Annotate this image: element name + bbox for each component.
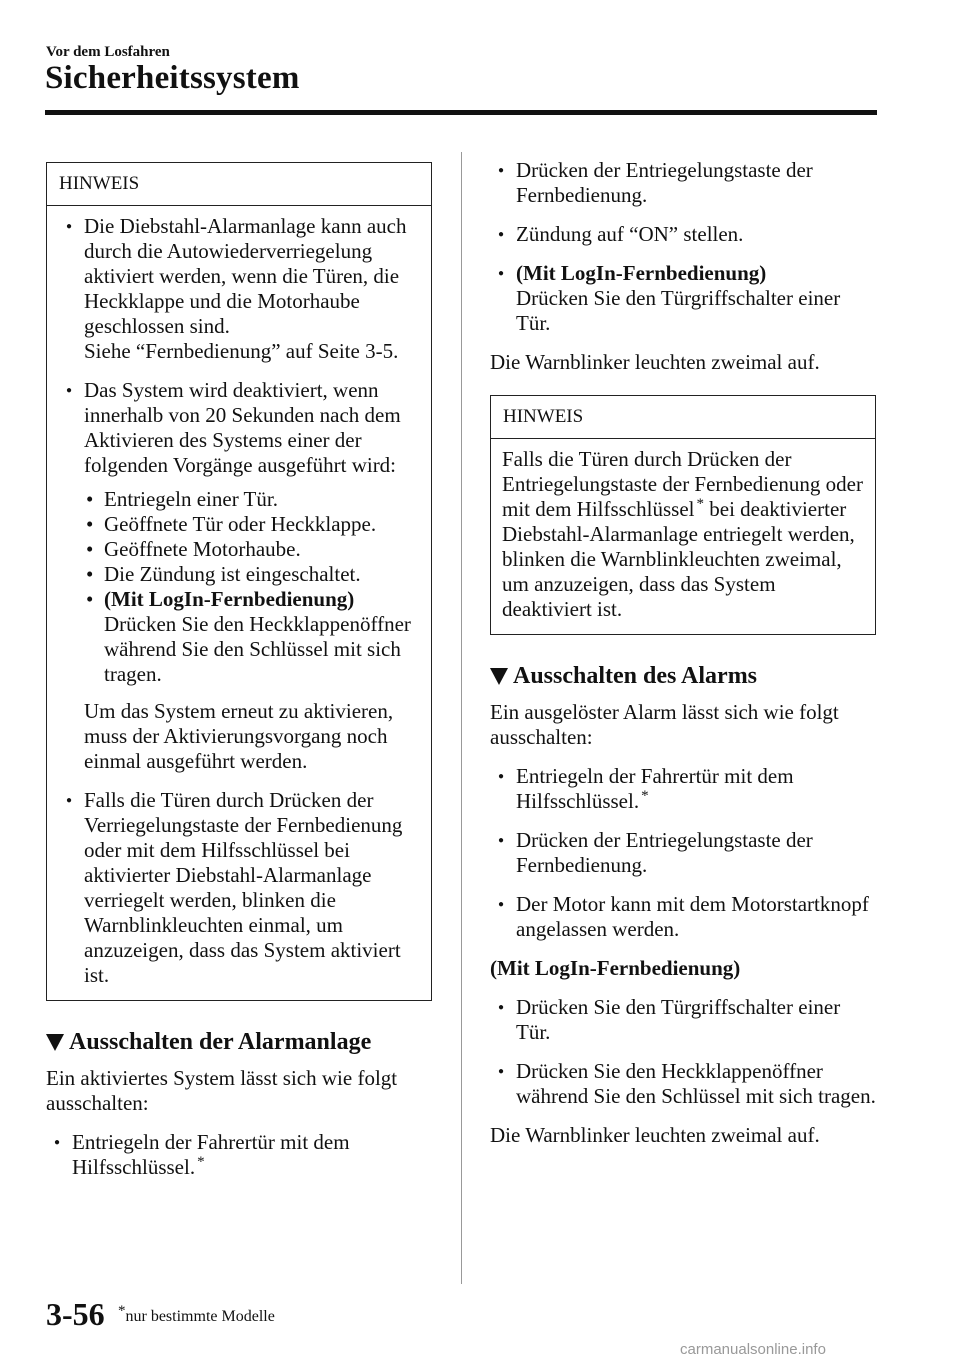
right-column — [490, 158, 876, 1148]
note-box — [46, 162, 432, 1001]
note-box — [490, 395, 876, 635]
section-heading-text: Ausschalten des Alarms — [513, 663, 758, 689]
sub-item: • Die Zündung ist eingeschaltet. — [84, 562, 420, 587]
right-item-text: Drücken Sie den Türgriffschalter einer Tür. — [516, 286, 841, 335]
section-list — [46, 1130, 432, 1180]
note-item — [58, 788, 420, 988]
section-item: ● Drücken der Entriegelungstaste der Fernbedienung. — [490, 828, 876, 878]
right-item: ● Drücken der Entriegelungstaste der Fernbedienung. — [490, 158, 876, 208]
triangle-icon — [46, 1034, 64, 1051]
sub-item: • Geöffnete Tür oder Heckklappe. — [84, 512, 420, 537]
asterisk-icon: * — [197, 1154, 205, 1170]
right-item: ● Zündung auf “ON” stellen. — [490, 222, 876, 247]
note-item-text: ● Falls die Türen durch Drücken der Verriegelungstaste der Fernbedienung oder mit dem Hilfsschlüssel bei aktivierter Diebstahl-Alarmanlage verriegelt werden, blinken die Warnblinkleuchten einmal, um anzuzeigen, dass das System aktiviert ist. — [84, 788, 403, 987]
section-heading — [490, 663, 876, 690]
section-item-text: Entriegeln der Fahrertür mit dem Hilfsschlüssel. — [516, 764, 794, 813]
title-rule — [45, 110, 877, 115]
right-item-bold: (Mit LogIn-Fernbedienung) — [516, 261, 767, 285]
section-item-text: Entriegeln der Fahrertür mit dem Hilfsschlüssel. — [72, 1130, 350, 1179]
section-label: Vor dem Losfahren — [46, 44, 170, 60]
login-heading: (Mit LogIn-Fernbedienung) — [490, 956, 741, 980]
sub-item-bold: (Mit LogIn-Fernbedienung) — [104, 587, 355, 611]
section-item — [46, 1130, 432, 1180]
note-text-a: Falls die Türen durch Drücken der Entriegelungstaste der Fernbedienung oder mit dem Hilfsschlüssel — [502, 447, 863, 521]
left-column — [46, 162, 432, 1194]
note-item-ref: Siehe “Fernbedienung” auf Seite 3-5. — [84, 339, 399, 363]
sub-list — [84, 487, 420, 687]
note-text-b: bei deaktivierter Diebstahl-Alarmanlage entriegelt werden, blinken die Warnblinkleuchten zweimal, um anzuzeigen, dass das System deaktiviert ist. — [502, 497, 855, 621]
sub-item-text: Drücken Sie den Heckklappenöffner während Sie den Schlüssel mit sich tragen. — [104, 612, 411, 686]
note-item-text: ● Die Diebstahl-Alarmanlage kann auch durch die Autowiederverriegelung aktiviert werden, wenn die Türen, die Heckklappe und die Motorhaube geschlossen sind. — [84, 214, 407, 338]
sub-item — [84, 587, 420, 687]
triangle-icon — [490, 668, 508, 685]
asterisk-icon: * — [641, 788, 649, 804]
note-item — [58, 378, 420, 774]
section-item: ● Der Motor kann mit dem Motorstartknopf angelassen werden. — [490, 892, 876, 942]
page-title: Sicherheitssystem — [45, 60, 300, 96]
watermark: carmanualsonline.info — [680, 1341, 826, 1358]
page-number: 3-56 — [46, 1296, 105, 1332]
right-item — [490, 261, 876, 336]
section-item — [490, 764, 876, 814]
section-outro: Die Warnblinker leuchten zweimal auf. — [490, 1123, 820, 1147]
section-intro: Ein ausgelöster Alarm lässt sich wie folgt ausschalten: — [490, 700, 839, 749]
section-intro: Ein aktiviertes System lässt sich wie folgt ausschalten: — [46, 1066, 398, 1115]
note-item-text: ● Das System wird deaktiviert, wenn innerhalb von 20 Sekunden nach dem Aktivieren des Systems einer der folgenden Vorgänge ausgeführt wird: — [84, 378, 401, 477]
note-body — [47, 206, 431, 1000]
note-body — [491, 439, 875, 634]
column-divider — [461, 152, 462, 1284]
section-item: ● Drücken Sie den Türgriffschalter einer Tür. — [490, 995, 876, 1045]
right-list — [490, 158, 876, 336]
note-item-after: Um das System erneut zu aktivieren, muss der Aktivierungsvorgang noch einmal ausgeführt werden. — [84, 699, 394, 773]
section-list — [490, 995, 876, 1109]
section-heading — [46, 1029, 432, 1056]
sub-item: • Geöffnete Motorhaube. — [84, 537, 420, 562]
note-text — [502, 447, 864, 622]
section-list — [490, 764, 876, 942]
section-item: ● Drücken Sie den Heckklappenöffner während Sie den Schlüssel mit sich tragen. — [490, 1059, 876, 1109]
asterisk-icon: * — [696, 496, 704, 512]
footnote-text: nur bestimmte Modelle — [125, 1308, 275, 1325]
note-item — [58, 214, 420, 364]
section-heading-text: Ausschalten der Alarmanlage — [69, 1029, 372, 1055]
footnote — [116, 1302, 275, 1326]
note-list — [58, 214, 420, 988]
note-heading: HINWEIS — [491, 396, 875, 439]
right-outro: Die Warnblinker leuchten zweimal auf. — [490, 350, 820, 374]
asterisk-icon: * — [118, 1302, 126, 1319]
note-heading: HINWEIS — [47, 163, 431, 206]
sub-item: • Entriegeln einer Tür. — [84, 487, 420, 512]
